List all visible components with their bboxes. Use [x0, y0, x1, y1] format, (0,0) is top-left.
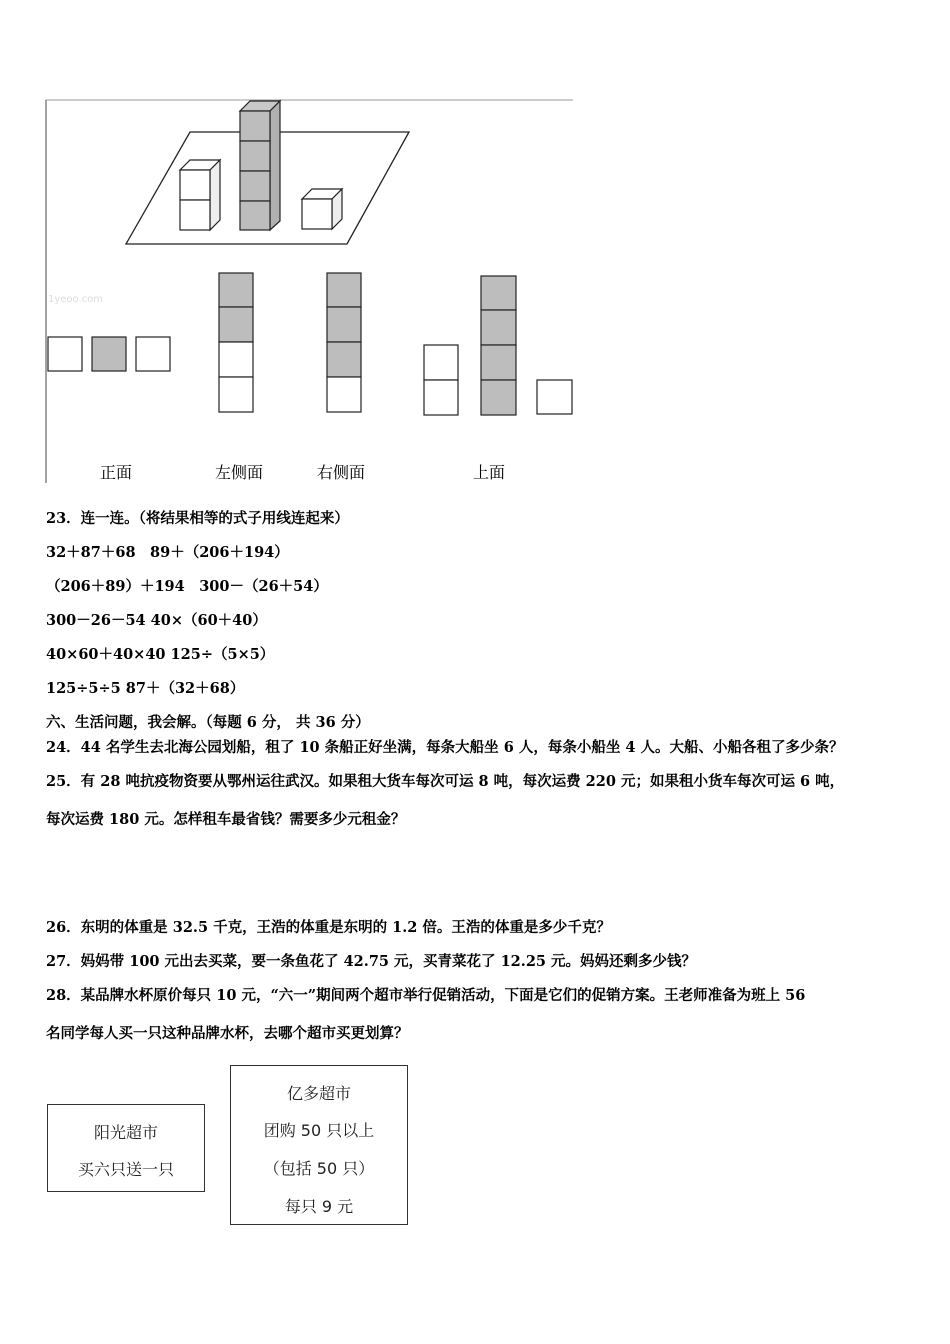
q23-row-1: 32＋87＋68 89＋（206＋194）: [46, 544, 289, 561]
q23-row-4: 40×60＋40×40 125÷（5×5）: [46, 646, 275, 663]
promo-b-name: 亿多超市: [286, 1084, 351, 1103]
cube-single-right: [302, 189, 342, 229]
cube-views-figure: [40, 95, 580, 490]
label-top: 上面: [473, 463, 506, 482]
promo-b-line-2: （包括 50 只）: [263, 1159, 375, 1178]
promo-box-yangguang: [47, 1104, 205, 1192]
cube-stack-left: [180, 160, 220, 230]
label-left-side: 左侧面: [215, 463, 264, 482]
promo-a-name: 阳光超市: [93, 1123, 158, 1142]
front-view-squares: [48, 337, 170, 371]
cube-stack-middle: [240, 101, 280, 230]
watermark-text: 1yeoo.com: [48, 294, 104, 305]
q23-row-5: 125÷5÷5 87＋（32＋68）: [46, 680, 245, 697]
promo-b-line-3: 每只 9 元: [284, 1197, 354, 1216]
q28-line-1: 28．某品牌水杯原价每只 10 元，“六一”期间两个超市举行促销活动，下面是它们的促销方案。王老师准备为班上 56: [46, 987, 806, 1004]
label-front: 正面: [100, 463, 133, 482]
promo-b-line-1: 团购 50 只以上: [263, 1121, 375, 1140]
q23-row-3: 300－26－54 40×（60＋40）: [46, 612, 267, 629]
q23-row-2: （206＋89）＋194 300－（26＋54）: [46, 578, 328, 595]
promo-box-yiduo: [230, 1065, 408, 1225]
q25-line-2: 每次运费 180 元。怎样租车最省钱？需要多少元租金？: [46, 811, 406, 828]
q26-text: 26．东明的体重是 32.5 千克，王浩的体重是东明的 1.2 倍。王浩的体重是多少千克？: [46, 919, 611, 936]
q25-line-1: 25．有 28 吨抗疫物资要从鄂州运往武汉。如果租大货车每次可运 8 吨，每次运费 220 元；如果租小货车每次可运 6 吨，: [46, 773, 845, 790]
q27-text: 27．妈妈带 100 元出去买菜，要一条鱼花了 42.75 元，买青菜花了 12.25 元。妈妈还剩多少钱？: [46, 953, 697, 970]
left-side-view-squares: [219, 273, 253, 412]
promo-a-offer: 买六只送一只: [77, 1160, 174, 1179]
label-right-side: 右侧面: [317, 463, 366, 482]
section-6-title: 六、生活问题，我会解。（每题 6 分， 共 36 分）: [46, 714, 370, 731]
q23-title: 23．连一连。（将结果相等的式子用线连起来）: [46, 510, 349, 527]
right-side-view-squares: [327, 273, 361, 412]
q24-text: 24．44 名学生去北海公园划船，租了 10 条船正好坐满，每条大船坐 6 人，每条小船坐 4 人。大船、小船各租了多少条？: [46, 739, 844, 756]
top-view-squares: [424, 276, 572, 415]
q28-line-2: 名同学每人买一只这种品牌水杯，去哪个超市买更划算？: [46, 1025, 409, 1042]
